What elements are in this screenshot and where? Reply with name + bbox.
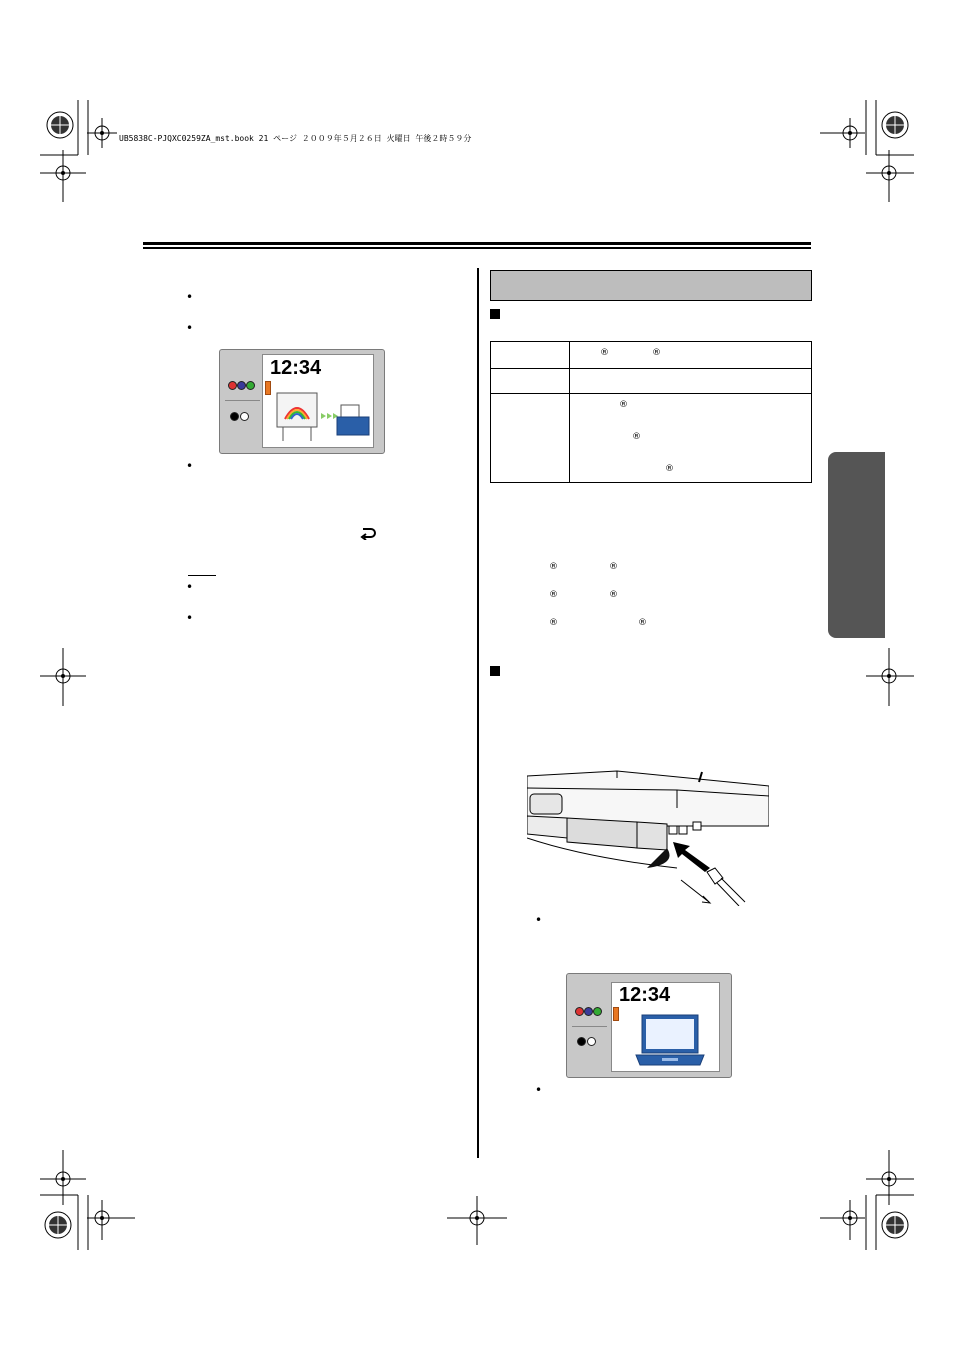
top-rule-secondary bbox=[143, 247, 811, 249]
registered-mark: ® bbox=[665, 464, 674, 474]
usb-connection-illustration bbox=[527, 768, 769, 906]
table-cell bbox=[491, 342, 570, 369]
crop-mark-icon bbox=[820, 1200, 865, 1240]
registered-mark: ® bbox=[600, 348, 609, 358]
registered-mark: ® bbox=[638, 618, 647, 628]
divider bbox=[572, 1026, 607, 1027]
registered-mark: ® bbox=[549, 562, 558, 572]
crop-mark-icon bbox=[447, 1196, 507, 1245]
section-header-bar bbox=[490, 270, 812, 301]
registered-mark: ® bbox=[652, 348, 661, 358]
registered-mark: ® bbox=[549, 618, 558, 628]
crop-mark-icon bbox=[87, 1200, 135, 1240]
registered-mark: ® bbox=[632, 432, 641, 442]
table-cell bbox=[570, 394, 812, 483]
registration-target-icon bbox=[45, 1212, 71, 1238]
spec-table bbox=[490, 341, 812, 483]
registration-target-icon bbox=[882, 112, 908, 138]
blue-indicator bbox=[584, 1007, 593, 1016]
lcd-print-display bbox=[219, 349, 385, 454]
file-header-line: UB5838C-PJQXC0259ZA_mst.book 21 ページ ２００９年５月２６日 火曜日 午後２時５９分 bbox=[119, 134, 472, 143]
bullet: • bbox=[186, 321, 194, 335]
red-indicator bbox=[228, 381, 237, 390]
lcd-pc-display bbox=[566, 973, 732, 1078]
white-indicator bbox=[240, 412, 249, 421]
status-indicator bbox=[613, 1007, 619, 1021]
registered-mark: ® bbox=[609, 590, 618, 600]
bullet: • bbox=[186, 459, 194, 473]
table-cell bbox=[570, 342, 812, 369]
crop-mark-icon bbox=[87, 118, 117, 148]
bullet: • bbox=[186, 290, 194, 304]
lcd-screen bbox=[262, 354, 374, 448]
top-rule bbox=[143, 242, 811, 245]
registered-mark: ® bbox=[549, 590, 558, 600]
note-underline bbox=[188, 575, 216, 576]
bullet: • bbox=[186, 611, 194, 625]
column-divider bbox=[477, 268, 479, 1158]
registration-target-icon bbox=[882, 1212, 908, 1238]
lcd-time: 12:34 bbox=[270, 357, 322, 379]
table-row bbox=[491, 342, 812, 369]
return-arrow-icon bbox=[359, 526, 377, 540]
table-cell bbox=[491, 394, 570, 483]
status-indicator bbox=[265, 381, 271, 395]
blue-indicator bbox=[237, 381, 246, 390]
side-tab bbox=[828, 452, 885, 638]
lcd-time: 12:34 bbox=[619, 984, 671, 1006]
board-to-printer-icon bbox=[275, 391, 371, 445]
table-row bbox=[491, 394, 812, 483]
registered-mark: ® bbox=[619, 400, 628, 410]
table-row bbox=[491, 369, 812, 394]
subsection-marker bbox=[490, 309, 500, 319]
crop-mark-icon bbox=[40, 648, 86, 706]
bullet: • bbox=[186, 580, 194, 594]
registration-target-icon bbox=[47, 112, 73, 138]
black-indicator bbox=[230, 412, 239, 421]
black-indicator bbox=[577, 1037, 586, 1046]
green-indicator bbox=[593, 1007, 602, 1016]
table-cell bbox=[570, 369, 812, 394]
bullet: • bbox=[535, 1083, 543, 1097]
crop-mark-icon bbox=[40, 150, 86, 202]
green-indicator bbox=[246, 381, 255, 390]
registered-mark: ® bbox=[609, 562, 618, 572]
bullet: • bbox=[535, 913, 543, 927]
crop-mark-icon bbox=[866, 150, 914, 202]
divider bbox=[225, 400, 260, 401]
subsection-marker bbox=[490, 666, 500, 676]
crop-mark-icon bbox=[866, 648, 914, 706]
crop-mark-icon bbox=[866, 1150, 914, 1205]
table-cell bbox=[491, 369, 570, 394]
lcd-screen bbox=[611, 982, 720, 1072]
laptop-icon bbox=[634, 1013, 708, 1067]
red-indicator bbox=[575, 1007, 584, 1016]
white-indicator bbox=[587, 1037, 596, 1046]
crop-mark-icon bbox=[820, 118, 865, 148]
crop-mark-icon bbox=[40, 1150, 86, 1205]
